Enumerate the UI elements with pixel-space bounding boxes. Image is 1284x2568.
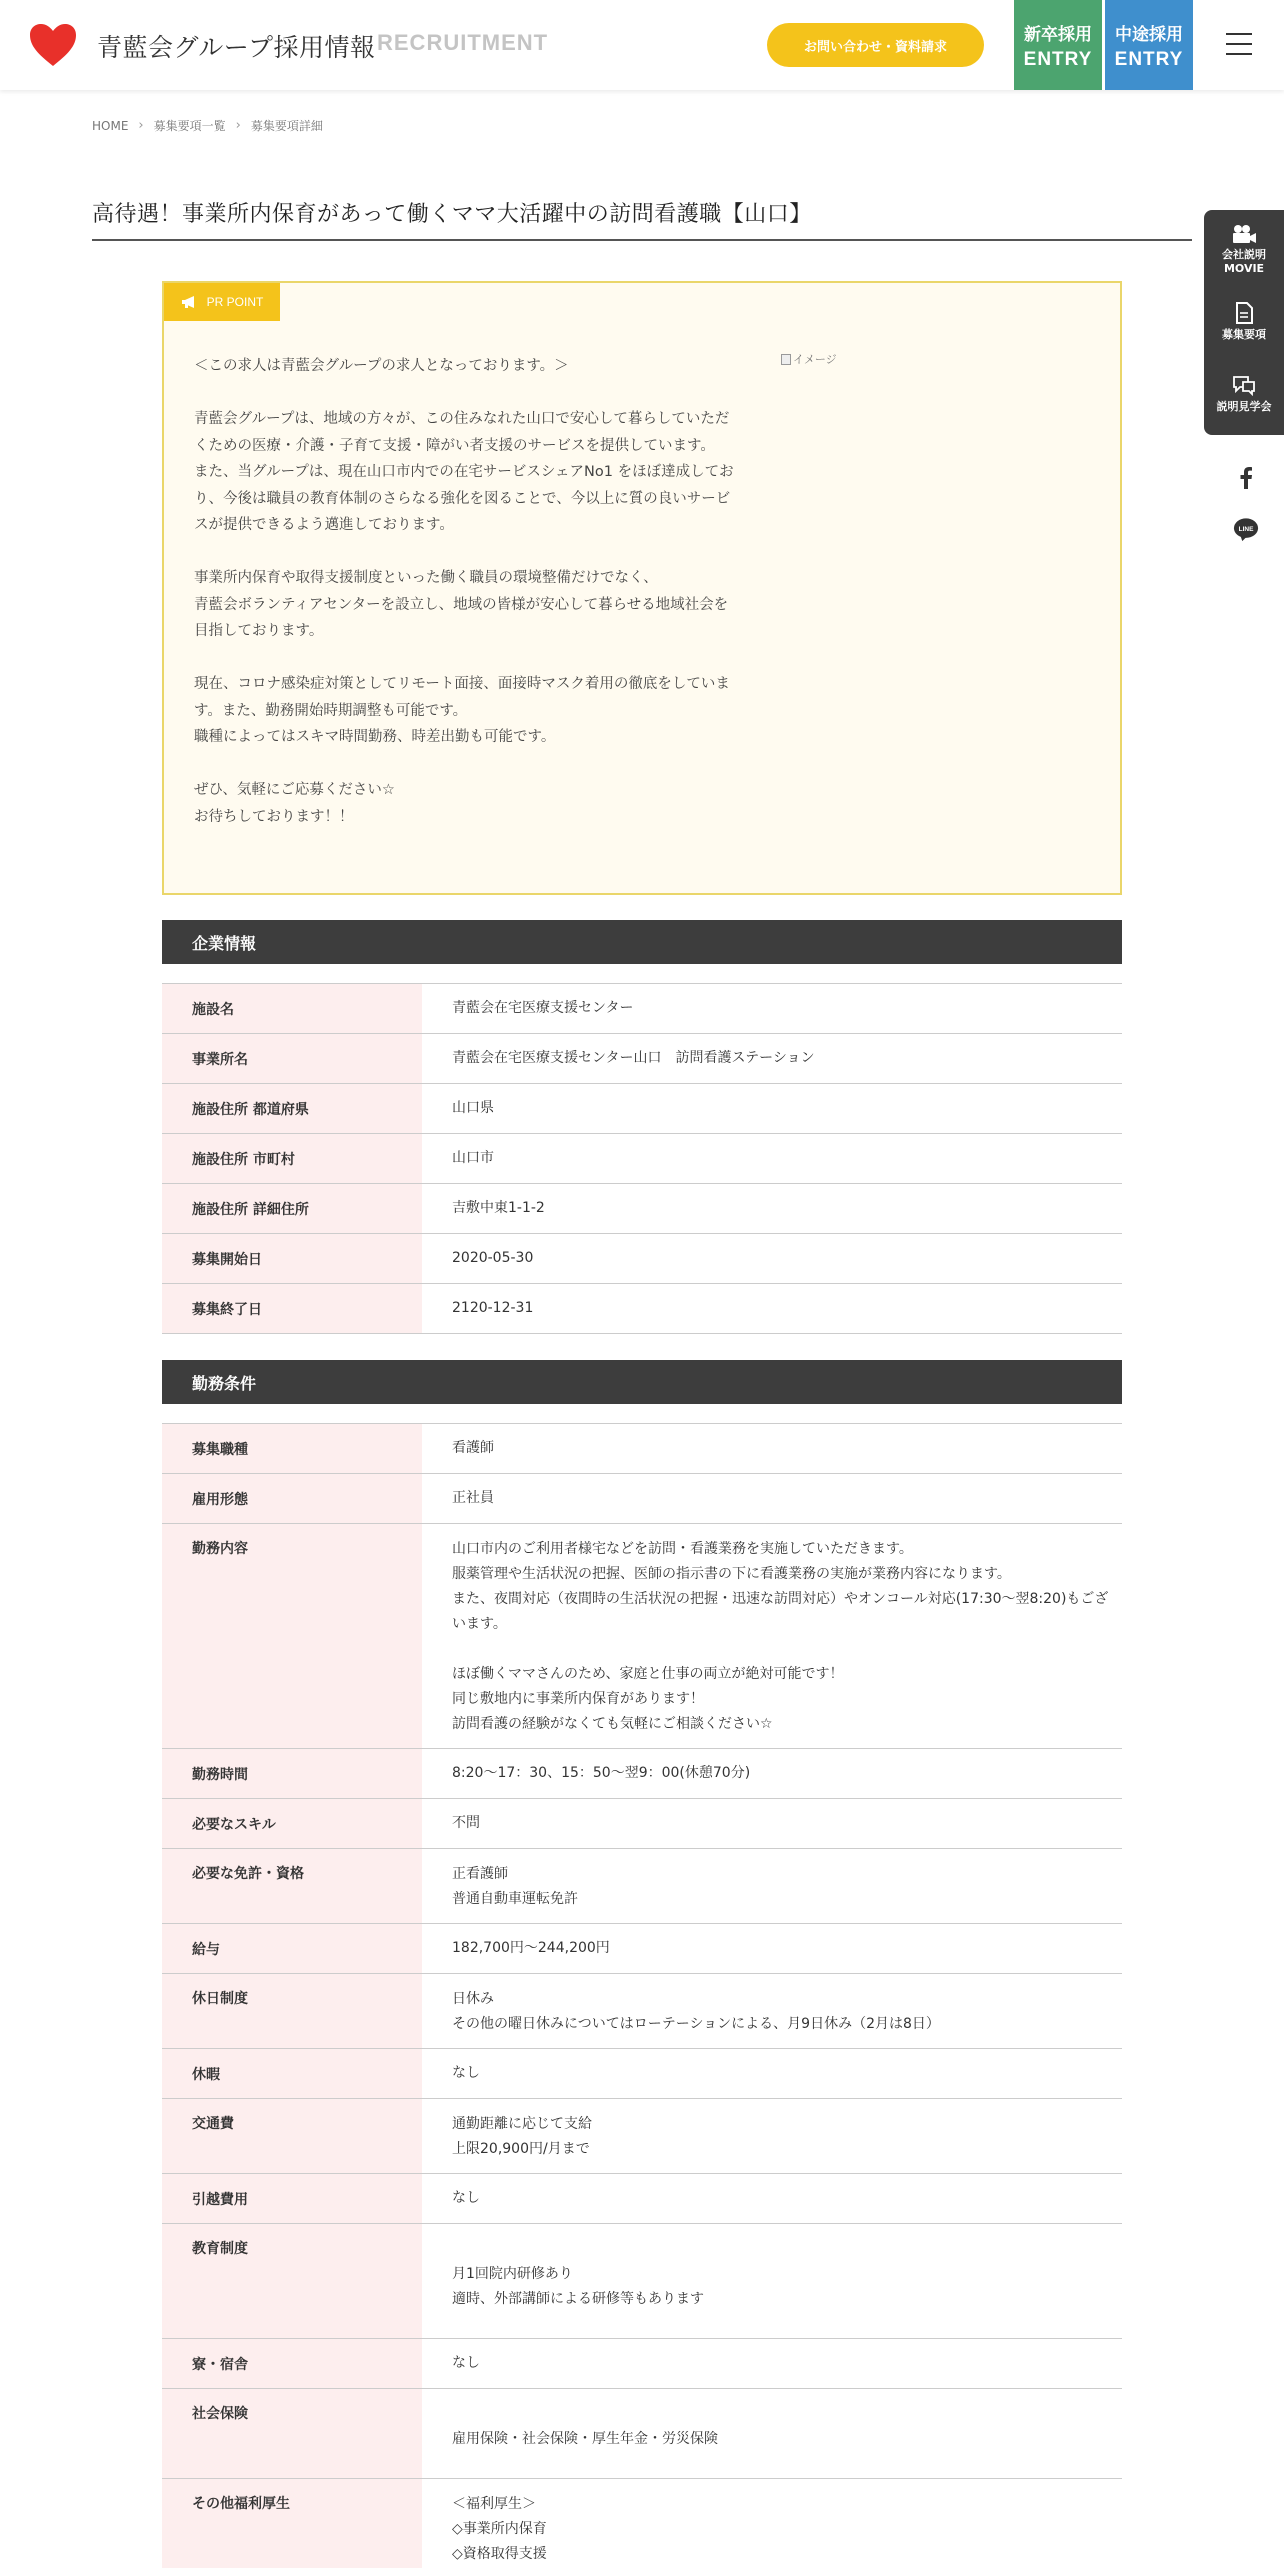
heart-logo-icon[interactable] — [28, 22, 78, 68]
chat-bubble-icon — [1231, 374, 1257, 396]
row-value: 通勤距離に応じて支給 上限20,900円/月まで — [452, 2116, 592, 2157]
entry-new-label: 新卒採用 — [1024, 24, 1092, 45]
line-icon[interactable] — [1233, 517, 1259, 543]
table-row — [162, 1974, 1122, 2049]
company-info-heading: 企業情報 — [162, 920, 1122, 964]
table-row — [162, 1524, 1122, 1749]
page-title: 高待遇！事業所内保育があって働くママ大活躍中の訪問看護職【山口】 — [92, 202, 812, 227]
table-row — [162, 1084, 1122, 1134]
table-row — [162, 2049, 1122, 2099]
side-movie-sub: MOVIE — [1223, 262, 1265, 276]
row-label: 休暇 — [162, 2049, 422, 2098]
table-row — [162, 1474, 1122, 1524]
side-item-movie[interactable] — [1204, 224, 1284, 277]
site-header — [0, 0, 1284, 90]
contact-button[interactable]: お問い合わせ・資料請求 — [767, 23, 984, 67]
side-session-label: 説明見学会 — [1216, 400, 1272, 413]
pr-description: ＜この求人は青藍会グループの求人となっております。＞ 青藍会グループは、地域の方々が、この住みなれた山口で安心して暮らしていただくための医療・介護・子育て支援・障がい者支援のサービスを提供しています。 また、当グループは、現在山口市内での在宅サービスシェアNo1 をほぼ達成しており、今後は職員の教育体制のさらなる強化を図ることで、今以上に質の良いサービスが提供できるよう邁進しております。 事業所内保育や取得支援制度といった働く職員の環境整備だけでなく、 青藍会ボランティアセンターを設立し、地域の皆様が安心して暮らせる地域社会を目指しております。 現在、コロナ感染症対策としてリモート面接、面接時マスク着用の徹底をしています。また、勤務開始時期調整も可能です。 職種によってはスキマ時間勤務、時差出勤も可能です。 ぜひ、気軽にご応募ください☆ お待ちしております！！ — [194, 358, 734, 825]
table-row — [162, 1424, 1122, 1474]
side-item-session[interactable] — [1204, 374, 1284, 414]
pr-point-box — [162, 281, 1122, 895]
facebook-icon[interactable] — [1233, 465, 1259, 491]
row-value: 日休み その他の曜日休みについてはローテーションによる、月9日休み（2月は8日） — [452, 1991, 940, 2032]
chevron-right-icon: › — [138, 118, 144, 133]
row-label: 雇用形態 — [162, 1474, 422, 1523]
table-row — [162, 2389, 1122, 2479]
table-row — [162, 1284, 1122, 1334]
row-label: 募集職種 — [162, 1424, 422, 1473]
conditions-heading: 勤務条件 — [162, 1360, 1122, 1404]
megaphone-icon — [181, 295, 199, 309]
table-row — [162, 1134, 1122, 1184]
row-label: 引越費用 — [162, 2174, 422, 2223]
chevron-right-icon: › — [235, 118, 241, 133]
row-value: 青藍会在宅医療支援センター山口 訪問看護ステーション — [452, 1050, 815, 1066]
video-camera-icon — [1231, 224, 1257, 244]
row-label: 休日制度 — [162, 1974, 422, 2048]
row-label: 必要な免許・資格 — [162, 1849, 422, 1923]
row-label: 事業所名 — [162, 1034, 422, 1083]
row-label: 勤務時間 — [162, 1749, 422, 1798]
document-icon — [1235, 302, 1253, 324]
side-nav — [1204, 210, 1284, 435]
row-label: 社会保険 — [162, 2389, 422, 2478]
row-value: 182,700円～244,200円 — [452, 1940, 610, 1956]
table-row — [162, 1184, 1122, 1234]
row-value: 山口市内のご利用者様宅などを訪問・看護業務を実施していただきます。 服薬管理や生活状況の把握、医師の指示書の下に看護業務の実施が業務内容になります。 また、夜間対応（夜間時の生活状況の把握・迅速な訪問対応）やオンコール対応(17:30～翌8:20)もございます。 ほぼ働くママさんのため、家庭と仕事の両立が絶対可能です！ 同じ敷地内に事業所内保育があります！ 訪問看護の経験がなくても気軽にご相談ください☆ — [452, 1541, 1109, 1732]
row-label: 必要なスキル — [162, 1799, 422, 1848]
table-row — [162, 984, 1122, 1034]
table-row — [162, 2174, 1122, 2224]
side-item-requirements[interactable] — [1204, 302, 1284, 342]
row-label: 施設住所 都道府県 — [162, 1084, 422, 1133]
row-label: その他福利厚生 — [162, 2479, 422, 2568]
pr-image-placeholder — [781, 351, 837, 367]
row-value: 正看護師 普通自動車運転免許 — [452, 1866, 578, 1907]
row-value: ＜福利厚生＞ ◇事業所内保育 ◇資格取得支援 — [452, 2496, 547, 2562]
table-row — [162, 1234, 1122, 1284]
row-label: 勤務内容 — [162, 1524, 422, 1748]
row-value: 2020-05-30 — [452, 1250, 534, 1266]
side-requirements-label: 募集要項 — [1222, 328, 1266, 341]
table-row — [162, 2099, 1122, 2174]
table-row — [162, 1034, 1122, 1084]
row-label: 募集開始日 — [162, 1234, 422, 1283]
pr-point-text: PR POINT — [206, 295, 264, 309]
entry-new-sub: ENTRY — [1023, 48, 1093, 70]
row-value: なし — [452, 2355, 480, 2371]
table-row — [162, 1749, 1122, 1799]
row-value: 山口市 — [452, 1150, 494, 1166]
entry-mid-label: 中途採用 — [1115, 24, 1183, 45]
row-value: 8:20～17：30、15：50～翌9：00(休憩70分) — [452, 1765, 751, 1781]
row-label: 施設住所 市町村 — [162, 1134, 422, 1183]
logo-subtitle: RECRUITMENT — [377, 30, 549, 55]
row-value: 青藍会在宅医療支援センター — [452, 1000, 634, 1016]
mid-career-entry-button[interactable] — [1105, 0, 1193, 90]
row-value: 正社員 — [452, 1490, 494, 1506]
row-value: 2120-12-31 — [452, 1300, 534, 1316]
table-row — [162, 1924, 1122, 1974]
svg-text:LINE: LINE — [1238, 525, 1254, 533]
row-value: 月1回院内研修あり 適時、外部講師による研修等もあります — [452, 2266, 704, 2307]
broken-image-icon — [781, 354, 791, 365]
row-value: 看護師 — [452, 1440, 494, 1456]
row-value: 吉敷中東1-1-2 — [452, 1200, 545, 1216]
row-label: 給与 — [162, 1924, 422, 1973]
row-value: なし — [452, 2065, 480, 2081]
row-label: 教育制度 — [162, 2224, 422, 2338]
row-value: 山口県 — [452, 1100, 494, 1116]
company-info-table — [162, 983, 1122, 1334]
breadcrumb-list[interactable]: 募集要項一覧 — [153, 119, 226, 133]
table-row — [162, 1799, 1122, 1849]
row-label: 施設名 — [162, 984, 422, 1033]
conditions-table — [162, 1423, 1122, 2568]
row-value: 不問 — [452, 1815, 480, 1831]
row-value: 雇用保険・社会保険・厚生年金・労災保険 — [452, 2431, 718, 2447]
row-label: 寮・宿舎 — [162, 2339, 422, 2388]
row-value: なし — [452, 2190, 480, 2206]
logo-title[interactable]: 青藍会グループ採用情報 — [97, 33, 376, 62]
table-row — [162, 2479, 1122, 2568]
breadcrumb-current: 募集要項詳細 — [250, 119, 323, 133]
table-row — [162, 2339, 1122, 2389]
row-label: 施設住所 詳細住所 — [162, 1184, 422, 1233]
side-movie-label: 会社説明 — [1222, 248, 1266, 261]
pr-point-label — [164, 283, 280, 321]
entry-mid-sub: ENTRY — [1114, 48, 1184, 70]
pr-image-alt: イメージ — [793, 353, 837, 366]
breadcrumb-home[interactable]: HOME — [92, 118, 129, 133]
title-divider — [92, 239, 1192, 241]
new-graduate-entry-button[interactable] — [1014, 0, 1102, 90]
breadcrumb — [92, 117, 323, 134]
hamburger-menu-icon[interactable] — [1226, 33, 1252, 55]
row-label: 交通費 — [162, 2099, 422, 2173]
table-row — [162, 1849, 1122, 1924]
row-label: 募集終了日 — [162, 1284, 422, 1333]
table-row — [162, 2224, 1122, 2339]
